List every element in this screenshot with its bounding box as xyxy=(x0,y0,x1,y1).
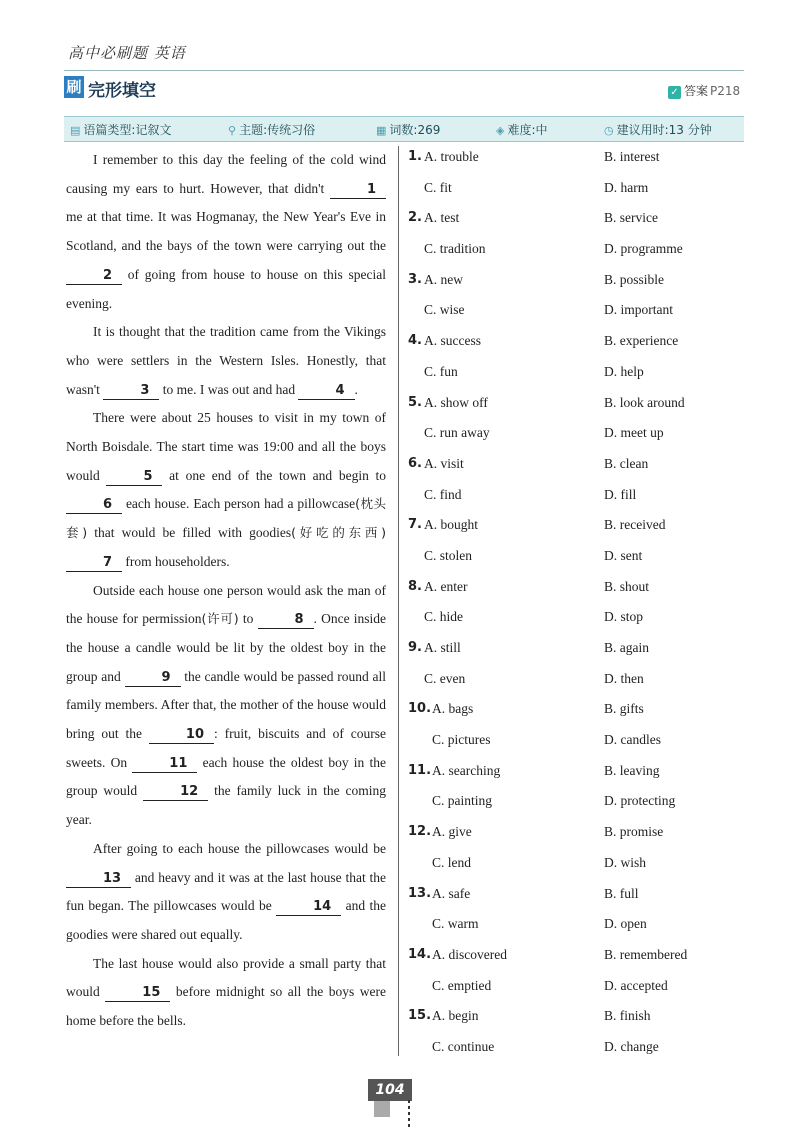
option-a[interactable]: A. discovered xyxy=(432,946,507,962)
info-genre: ▤ 语篇类型:记叙文 xyxy=(70,123,172,137)
option-b[interactable]: B. possible xyxy=(604,271,665,287)
question-6: 6. A. visit B. clean C. find D. fill xyxy=(408,453,748,514)
option-b[interactable]: B. leaving xyxy=(604,762,660,778)
option-a[interactable]: A. searching xyxy=(432,762,501,778)
option-c[interactable]: C. stolen xyxy=(424,547,473,563)
question-list xyxy=(408,146,748,1067)
question-2: 2. A. test B. service C. tradition D. programme xyxy=(408,207,748,268)
option-a[interactable]: A. still xyxy=(424,640,461,655)
option-d[interactable]: D. programme xyxy=(604,241,683,257)
option-c[interactable]: C. even xyxy=(424,670,466,686)
option-c[interactable]: C. lend xyxy=(432,854,471,870)
option-d[interactable]: D. candles xyxy=(604,732,661,748)
answer-label: 答案 xyxy=(684,84,709,98)
option-b[interactable]: B. interest xyxy=(604,149,660,164)
blank-6: 6 xyxy=(66,497,122,514)
paragraph-2: It is thought that the tradition came from the Vikings who were settlers in the Western Isles. Honestly, that wasn't 3 to me. I was out and had 4 . xyxy=(66,324,386,398)
option-d[interactable]: D. sent xyxy=(604,547,643,563)
option-c[interactable]: C. continue xyxy=(432,1038,495,1054)
question-11: 11. A. searching B. leaving C. painting D. protecting xyxy=(408,760,748,821)
blank-12: 12 xyxy=(143,784,208,801)
series-title: 高中必刷题 英语 xyxy=(68,44,186,62)
option-b[interactable]: B. remembered xyxy=(604,946,688,962)
question-5: 5. A. show off B. look around C. run away D. meet up xyxy=(408,392,748,453)
blank-10: 10 xyxy=(149,727,214,744)
option-d[interactable]: D. harm xyxy=(604,179,649,195)
option-d[interactable]: D. then xyxy=(604,670,644,686)
option-d[interactable]: D. change xyxy=(604,1038,659,1054)
option-d[interactable]: D. open xyxy=(604,916,647,932)
option-d[interactable]: D. meet up xyxy=(604,425,664,441)
blank-3: 3 xyxy=(103,383,159,400)
blank-7: 7 xyxy=(66,555,122,572)
option-b[interactable]: B. finish xyxy=(604,1008,651,1024)
option-d[interactable]: D. help xyxy=(604,363,644,379)
option-b[interactable]: B. again xyxy=(604,640,649,655)
option-a[interactable]: A. success xyxy=(424,333,481,349)
info-time: ◷ 建议用时:13 分钟 xyxy=(604,123,712,137)
blank-8: 8 xyxy=(258,612,314,629)
option-a[interactable]: A. show off xyxy=(424,394,488,410)
answer-reference xyxy=(668,82,740,99)
section-title: 完形填空 xyxy=(88,81,156,101)
option-a[interactable]: A. new xyxy=(424,271,463,287)
paragraph-1: I remember to this day the feeling of the cold wind causing my ears to hurt. However, that didn't 1 me at that time. It was Hogmanay, the New Year's Eve in Scotland, and the bays of the town were carrying out the 2 of going from house to house on this special evening. xyxy=(66,152,386,311)
question-14: 14. A. discovered B. remembered C. emptied D. accepted xyxy=(408,944,748,1005)
blank-15: 15 xyxy=(105,985,170,1002)
blank-2: 2 xyxy=(66,268,122,285)
option-a[interactable]: A. visit xyxy=(424,455,464,471)
option-c[interactable]: C. fit xyxy=(424,179,452,195)
question-10: 10. A. bags B. gifts C. pictures D. candles xyxy=(408,698,748,759)
option-b[interactable]: B. clean xyxy=(604,455,649,471)
column-divider xyxy=(398,146,399,1056)
option-a[interactable]: A. trouble xyxy=(424,149,479,164)
option-b[interactable]: B. gifts xyxy=(604,701,644,717)
option-c[interactable]: C. emptied xyxy=(432,977,492,993)
option-b[interactable]: B. service xyxy=(604,210,658,226)
option-b[interactable]: B. promise xyxy=(604,824,664,840)
count-icon: ▦ xyxy=(376,124,387,137)
answer-page: P218 xyxy=(710,84,741,98)
option-a[interactable]: A. bags xyxy=(432,701,474,717)
question-7: 7. A. bought B. received C. stolen D. sent xyxy=(408,514,748,575)
option-a[interactable]: A. give xyxy=(432,824,472,840)
option-c[interactable]: C. pictures xyxy=(432,732,491,748)
blank-14: 14 xyxy=(276,899,341,916)
option-c[interactable]: C. wise xyxy=(424,302,465,318)
header-divider xyxy=(64,70,744,71)
option-c[interactable]: C. hide xyxy=(424,609,463,625)
info-bar xyxy=(64,116,744,142)
blank-5: 5 xyxy=(106,469,162,486)
difficulty-icon: ◈ xyxy=(496,124,505,137)
question-4: 4. A. success B. experience C. fun D. help xyxy=(408,330,748,391)
blank-9: 9 xyxy=(125,670,181,687)
paragraph-6: The last house would also provide a small party that would 15 before midnight so all the boys were home before the bells. xyxy=(66,955,387,1029)
option-d[interactable]: D. accepted xyxy=(604,977,668,993)
option-a[interactable]: A. bought xyxy=(424,517,478,533)
document-icon: ▤ xyxy=(70,124,81,137)
option-a[interactable]: A. safe xyxy=(432,885,471,901)
option-d[interactable]: D. important xyxy=(604,302,673,318)
option-a[interactable]: A. test xyxy=(424,210,460,226)
option-b[interactable]: B. shout xyxy=(604,578,650,594)
info-word-count: ▦ 词数:269 xyxy=(376,123,441,137)
question-1: 1. A. trouble B. interest C. fit D. harm xyxy=(408,146,748,207)
page-number: 104 xyxy=(368,1079,412,1101)
question-13: 13. A. safe B. full C. warm D. open xyxy=(408,883,748,944)
option-c[interactable]: C. run away xyxy=(424,425,490,441)
option-d[interactable]: D. fill xyxy=(604,486,637,502)
option-d[interactable]: D. protecting xyxy=(604,793,676,809)
question-12: 12. A. give B. promise C. lend D. wish xyxy=(408,821,748,882)
question-15: 15. A. begin B. finish C. continue D. change xyxy=(408,1005,748,1066)
blank-1: 1 xyxy=(330,182,386,199)
brand-badge: 刷 xyxy=(64,76,84,98)
paragraph-5: After going to each house the pillowcases would be 13 and heavy and it was at the last house that the fun began. The pillowcases would be 14 and the goodies were shared out equally. xyxy=(66,840,387,942)
dotted-rule xyxy=(408,1100,410,1128)
option-a[interactable]: A. begin xyxy=(432,1008,479,1024)
option-c[interactable]: C. warm xyxy=(432,916,479,932)
blank-13: 13 xyxy=(66,871,131,888)
option-b[interactable]: B. experience xyxy=(604,333,679,349)
info-theme: ⚲ 主题:传统习俗 xyxy=(228,123,316,137)
option-d[interactable]: D. wish xyxy=(604,854,647,870)
option-a[interactable]: A. enter xyxy=(424,578,468,594)
search-icon: ⚲ xyxy=(228,124,237,137)
option-c[interactable]: C. find xyxy=(424,486,462,502)
page-number-decoration xyxy=(374,1099,390,1117)
option-c[interactable]: C. painting xyxy=(432,793,492,809)
option-b[interactable]: B. full xyxy=(604,885,639,901)
check-icon: ✓ xyxy=(668,86,681,99)
info-difficulty: ◈ 难度:中 xyxy=(496,123,548,137)
blank-11: 11 xyxy=(132,756,197,773)
paragraph-3: There were about 25 houses to visit in my town of North Boisdale. The start time was 19:00 and all the boys would 5 at one end of the town and begin to 6 each house. Each person had a pillowcase(枕头套) that would be filled with goodies(好吃的东西) 7 from householders. xyxy=(66,410,387,570)
option-b[interactable]: B. received xyxy=(604,517,666,533)
question-3: 3. A. new B. possible C. wise D. important xyxy=(408,269,748,330)
option-d[interactable]: D. stop xyxy=(604,609,644,625)
option-b[interactable]: B. look around xyxy=(604,394,685,410)
option-c[interactable]: C. fun xyxy=(424,363,458,379)
cloze-passage xyxy=(66,146,386,1036)
blank-4: 4 xyxy=(298,383,354,400)
option-c[interactable]: C. tradition xyxy=(424,241,486,257)
question-9: 9. A. still B. again C. even D. then xyxy=(408,637,748,698)
paragraph-4: Outside each house one person would ask the man of the house for permission(许可) to 8 . Once inside the house a candle would be lit by the oldest boy in the group and 9 the candle would be passed round all family members. After that, the mother of the house would bring out the 10 : fruit, biscuits and of course sweets. On 11 each house the oldest boy in the group would 12 the family luck in the coming year. xyxy=(66,582,387,828)
clock-icon: ◷ xyxy=(604,124,614,137)
question-8: 8. A. enter B. shout C. hide D. stop xyxy=(408,576,748,637)
